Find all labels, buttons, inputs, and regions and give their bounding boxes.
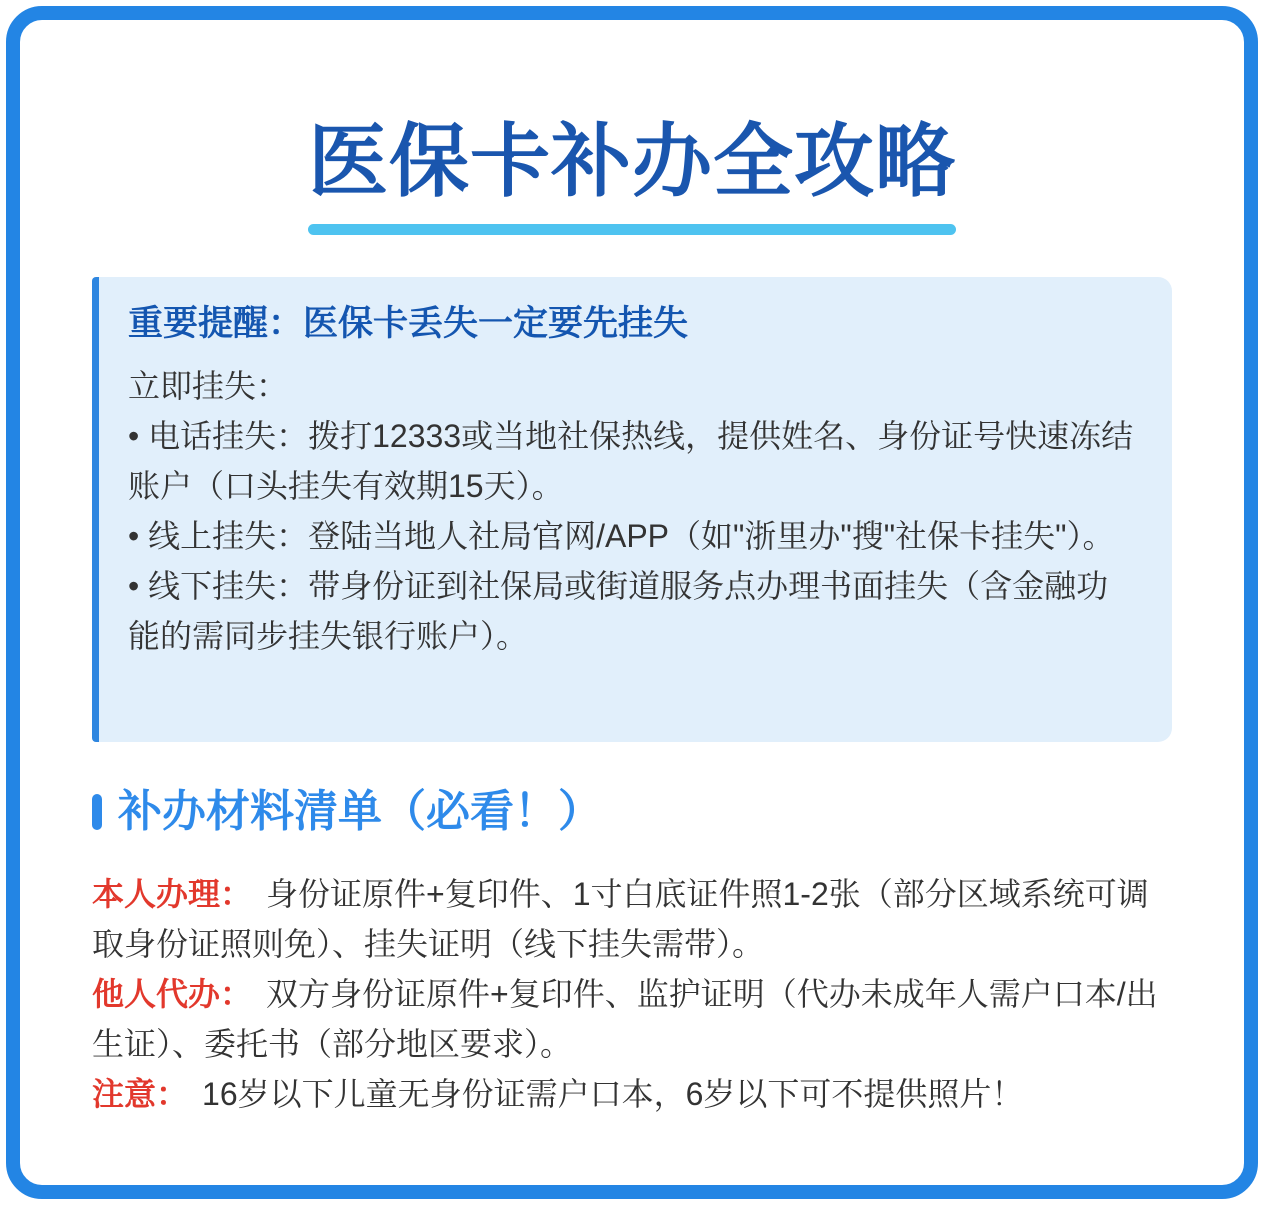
- material-item-proxy-service: [92, 969, 1172, 1069]
- material-label-proxy-service: 他人代办：: [92, 975, 253, 1012]
- materials-section-title: 补办材料清单（必看！）: [118, 787, 602, 836]
- material-text-proxy-service: 双方身份证原件+复印件、监护证明（代办未成年人需户口本/出生证）、委托书（部分地区要求）。: [92, 975, 1158, 1062]
- alert-line-immediate-loss-report: 立即挂失：: [128, 368, 289, 404]
- alert-heading: 重要提醒：医保卡丢失一定要先挂失: [128, 304, 689, 343]
- section-marker-bar: [92, 794, 102, 830]
- materials-list: [92, 869, 1172, 1119]
- alert-line-online-loss-report: • 线上挂失：登陆当地人社局官网/APP（如"浙里办"搜"社保卡挂失"）。: [128, 518, 1115, 554]
- alert-line-offline-loss-report: • 线下挂失：带身份证到社保局或街道服务点办理书面挂失（含金融功能的需同步挂失银行账户）。: [128, 568, 1109, 654]
- page-title: 医保卡补办全攻略: [308, 117, 956, 206]
- alert-box: [92, 277, 1172, 742]
- alert-line-phone-loss-report: • 电话挂失：拨打12333或当地社保热线，提供姓名、身份证号快速冻结账户（口头挂失有效期15天）。: [128, 418, 1134, 504]
- material-label-self-service: 本人办理：: [92, 875, 253, 912]
- material-item-notice: [92, 1069, 1172, 1119]
- material-label-notice: 注意：: [92, 1075, 189, 1112]
- material-text-notice: 16岁以下儿童无身份证需户口本，6岁以下可不提供照片！: [202, 1075, 1024, 1112]
- materials-section-header: [92, 786, 1172, 839]
- material-text-self-service: 身份证原件+复印件、1寸白底证件照1-2张（部分区域系统可调取身份证照则免）、挂失证明（线下挂失需带）。: [92, 875, 1149, 962]
- page-content: [20, 20, 1244, 1119]
- material-item-self-service: [92, 869, 1172, 969]
- title-underline: [308, 224, 956, 235]
- page-frame: [6, 6, 1258, 1199]
- alert-body: [128, 361, 1140, 661]
